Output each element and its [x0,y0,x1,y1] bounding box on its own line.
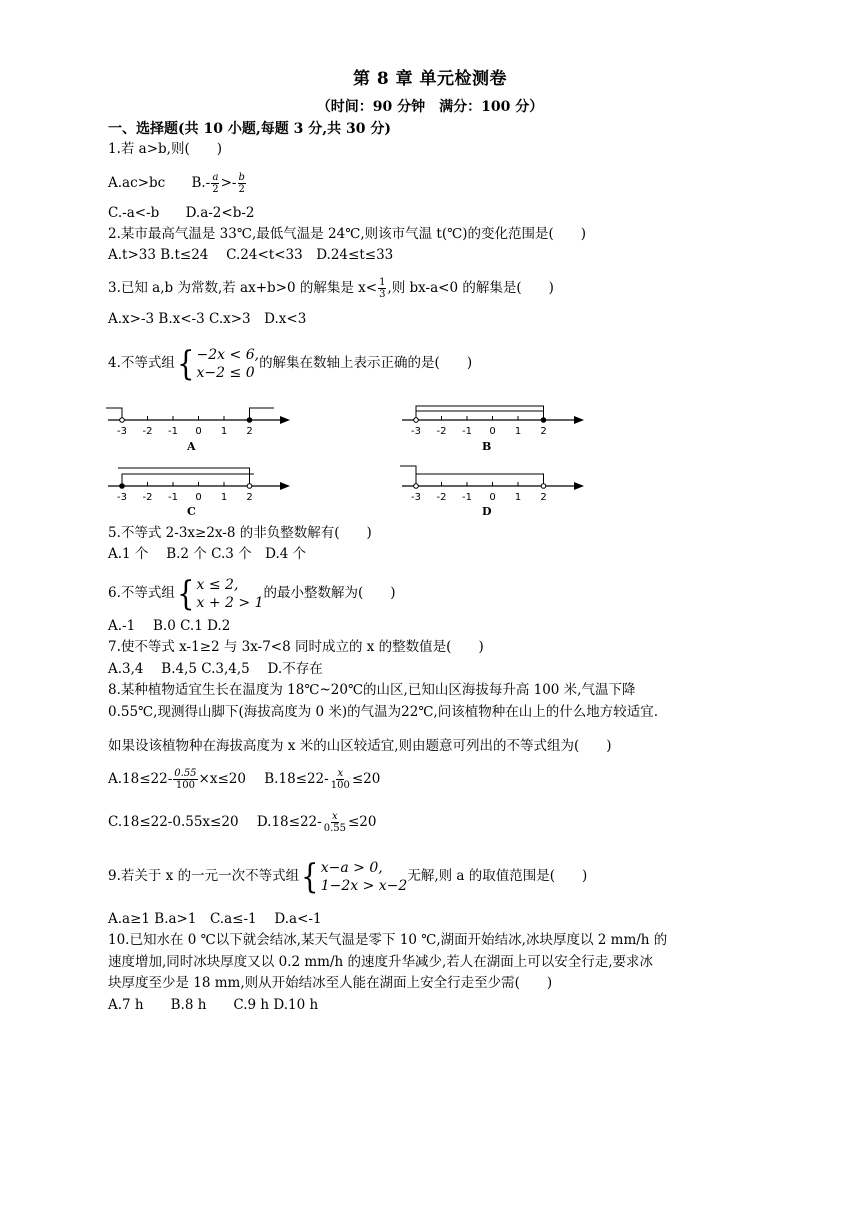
q8-option-d [256,811,377,834]
q9-stem [108,857,587,895]
number-line-b [398,392,588,438]
q8-d-den: 0.55 [323,823,346,834]
nl-c-ray-left [118,468,250,486]
nl-a-dot-left [120,418,125,423]
q10-line2: 速度增加,同时冰块厚度又以 0.2 mm/h 的速度升华减少,若人在湖面上可以安全行走,要求冰 [108,954,654,970]
page-title: 第 8 章 单元检测卷 [352,69,508,89]
number-line-a [104,398,294,438]
q2-stem: 2.某市最高气温是 33℃,最低气温是 24℃,则该市气温 t(℃)的变化范围是( ) [108,226,586,242]
q1-b-den2: 2 [238,184,245,195]
q8-b-pre: B.18≤22- [264,771,329,787]
q1-b-mid: >- [220,175,237,191]
nl-d-tick-label-5: 2 [540,492,547,503]
q8-b-post: ≤20 [351,771,381,787]
nl-d-tick-label-1: -2 [436,492,447,503]
q4-stem [108,344,472,382]
page-subtitle: （时间：90 分钟 满分：100 分） [316,99,544,115]
nl-c-tick-label-3: 0 [195,492,202,503]
q4-row2: x−2 ≤ 0 [196,364,255,381]
number-line-c [104,458,294,504]
nl-d-tick-label-3: 0 [489,492,496,503]
number-line-c-label: C [187,505,196,518]
q8-line2: 0.55℃,现测得山脚下(海拔高度为 0 米)的气温为22℃,问该植物种在山上的什么地方较适宜. [108,704,659,720]
nl-c-ray-right [122,474,254,486]
nl-b-tick-label-2: -1 [462,426,472,437]
q1-b-prefix: B.- [191,175,211,191]
q1-options-cd [108,204,255,222]
q8-line1: 8.某种植物适宜生长在温度为 18℃~20℃的山区,已知山区海拔每升高 100 米,气温下降 [108,682,636,698]
nl-c-axis-arrow [280,482,290,490]
q9-stem-a: 9.若关于 x 的一元一次不等式组 [108,868,300,884]
q3-frac-num: 1 [379,277,386,288]
q8-line3: 如果设该植物种在海拔高度为 x 米的山区较适宜,则由题意可列出的不等式组为( ) [108,738,612,754]
q9-row2: 1−2x > x−2 [320,877,408,894]
nl-a-tick-label-3: 0 [195,426,202,437]
nl-a-dot-right [247,418,252,423]
q10-line1: 10.已知水在 0 ℃以下就会结冰,某天气温是零下 10 ℃,湖面开始结冰,冰块厚度以 2 mm/h 的 [108,932,668,948]
nl-d-tick-label-2: -1 [462,492,472,503]
nl-a-axis-arrow [280,416,290,424]
q8-a-post: ×x≤20 [198,771,246,787]
q3-frac-den: 3 [379,289,386,300]
nl-c-dot-right [247,484,252,489]
q9-row1: x−a > 0, [320,859,383,876]
nl-b-segment-inner [416,411,544,420]
q9-options: A.a≥1 B.a>1 C.a≤-1 D.a<-1 [108,911,322,927]
q1-option-d: D.a-2<b-2 [185,205,255,221]
q8-d-num: x [332,811,338,822]
q9-stem-b: 无解,则 a 的取值范围是( ) [407,868,588,884]
q1-option-c: C.-a<-b [108,205,160,221]
q6-row1: x ≤ 2, [196,576,239,593]
nl-c-tick-label-1: -2 [142,492,153,503]
nl-c-tick-label-2: -1 [168,492,178,503]
q1-option-a: A.ac>bc [108,175,166,191]
q1-stem: 1.若 a>b,则( ) [108,141,222,157]
nl-c-tick-label-5: 2 [246,492,253,503]
q1-b-num1: a [212,172,219,183]
q8-a-den: 100 [175,780,195,791]
q6-stem [108,574,396,612]
nl-d-ray-left [400,466,416,486]
nl-b-tick-label-4: 1 [514,426,522,437]
nl-d-segment [416,474,544,486]
nl-b-dot-right [541,418,546,423]
q6-row2: x + 2 > 1 [196,594,264,611]
nl-a-ray-right [250,408,275,420]
q8-a-num: 0.55 [174,768,197,779]
q8-b-num: x [337,768,344,779]
nl-a-tick-label-5: 2 [246,426,253,437]
number-line-a-label: A [187,440,196,453]
q4-system: { −2x < 6, x−2 ≤ 0 [177,343,260,384]
q6-stem-a: 6.不等式组 [108,585,175,601]
q8-option-a [108,768,246,791]
q10-options: A.7 h B.8 h C.9 h D.10 h [108,997,319,1013]
nl-d-dot-right [541,484,546,489]
q6-system: { x ≤ 2, x + 2 > 1 [177,573,264,614]
nl-b-tick-label-0: -3 [411,426,421,437]
nl-a-tick-label-1: -2 [142,426,153,437]
nl-a-tick-label-2: -1 [168,426,178,437]
nl-d-tick-label-4: 1 [514,492,522,503]
q9-system: { x−a > 0, 1−2x > x−2 [301,856,408,897]
q3-stem [108,277,554,300]
nl-c-dot-left [120,484,125,489]
q8-options-cd [108,811,376,834]
number-line-b-label: B [482,440,492,453]
q3-options: A.x>-3 B.x<-3 C.x>3 D.x<3 [108,311,307,327]
q8-d-pre: D.18≤22- [256,814,322,830]
q1-b-num2: b [238,172,245,183]
q4-stem-b: 的解集在数轴上表示正确的是( ) [259,355,473,371]
nl-b-segment-outer [416,406,544,420]
nl-b-tick-label-3: 0 [489,426,496,437]
q7-stem: 7.使不等式 x-1≥2 与 3x-7<8 同时成立的 x 的整数值是( ) [108,639,484,655]
q4-row1: −2x < 6, [196,346,260,363]
nl-a-tick-label-4: 1 [220,426,228,437]
q10-line3: 块厚度至少是 18 mm,则从开始结冰至人能在湖面上安全行走至少需( ) [108,975,553,991]
q1-option-b [191,172,246,195]
q3-stem-b: ,则 bx-a<0 的解集是( ) [387,280,554,296]
q2-options: A.t>33 B.t≤24 C.24<t<33 D.24≤t≤33 [108,247,394,263]
nl-d-dot-left [414,484,419,489]
q7-options: A.3,4 B.4,5 C.3,4,5 D.不存在 [108,661,323,677]
q4-stem-a: 4.不等式组 [108,355,175,371]
nl-b-axis-arrow [574,416,584,424]
nl-d-axis-arrow [574,482,584,490]
q8-b-den: 100 [330,780,350,791]
q8-options-ab [108,768,380,791]
q8-a-pre: A.18≤22- [108,771,173,787]
nl-b-tick-label-1: -2 [436,426,447,437]
q6-options: A.-1 B.0 C.1 D.2 [108,618,231,634]
q5-options: A.1 个 B.2 个 C.3 个 D.4 个 [108,546,307,562]
nl-c-tick-label-0: -3 [117,492,127,503]
q5-stem: 5.不等式 2-3x≥2x-8 的非负整数解有( ) [108,525,372,541]
q1-options-ab [108,172,247,195]
nl-a-ray-left [106,408,122,420]
q3-stem-a: 3.已知 a,b 为常数,若 ax+b>0 的解集是 x< [108,280,378,296]
nl-b-tick-label-5: 2 [540,426,547,437]
nl-a-tick-label-0: -3 [117,426,127,437]
nl-c-tick-label-4: 1 [220,492,228,503]
q8-option-b [264,768,381,791]
q8-option-c: C.18≤22-0.55x≤20 [108,814,239,830]
q6-stem-b: 的最小整数解为( ) [263,585,396,601]
number-line-d [398,458,588,504]
q1-b-den1: 2 [212,184,219,195]
section-heading: 一、选择题(共 10 小题,每题 3 分,共 30 分) [108,121,391,137]
q8-d-post: ≤20 [347,814,377,830]
nl-d-tick-label-0: -3 [411,492,421,503]
number-line-d-label: D [482,505,492,518]
nl-b-dot-left [414,418,419,423]
